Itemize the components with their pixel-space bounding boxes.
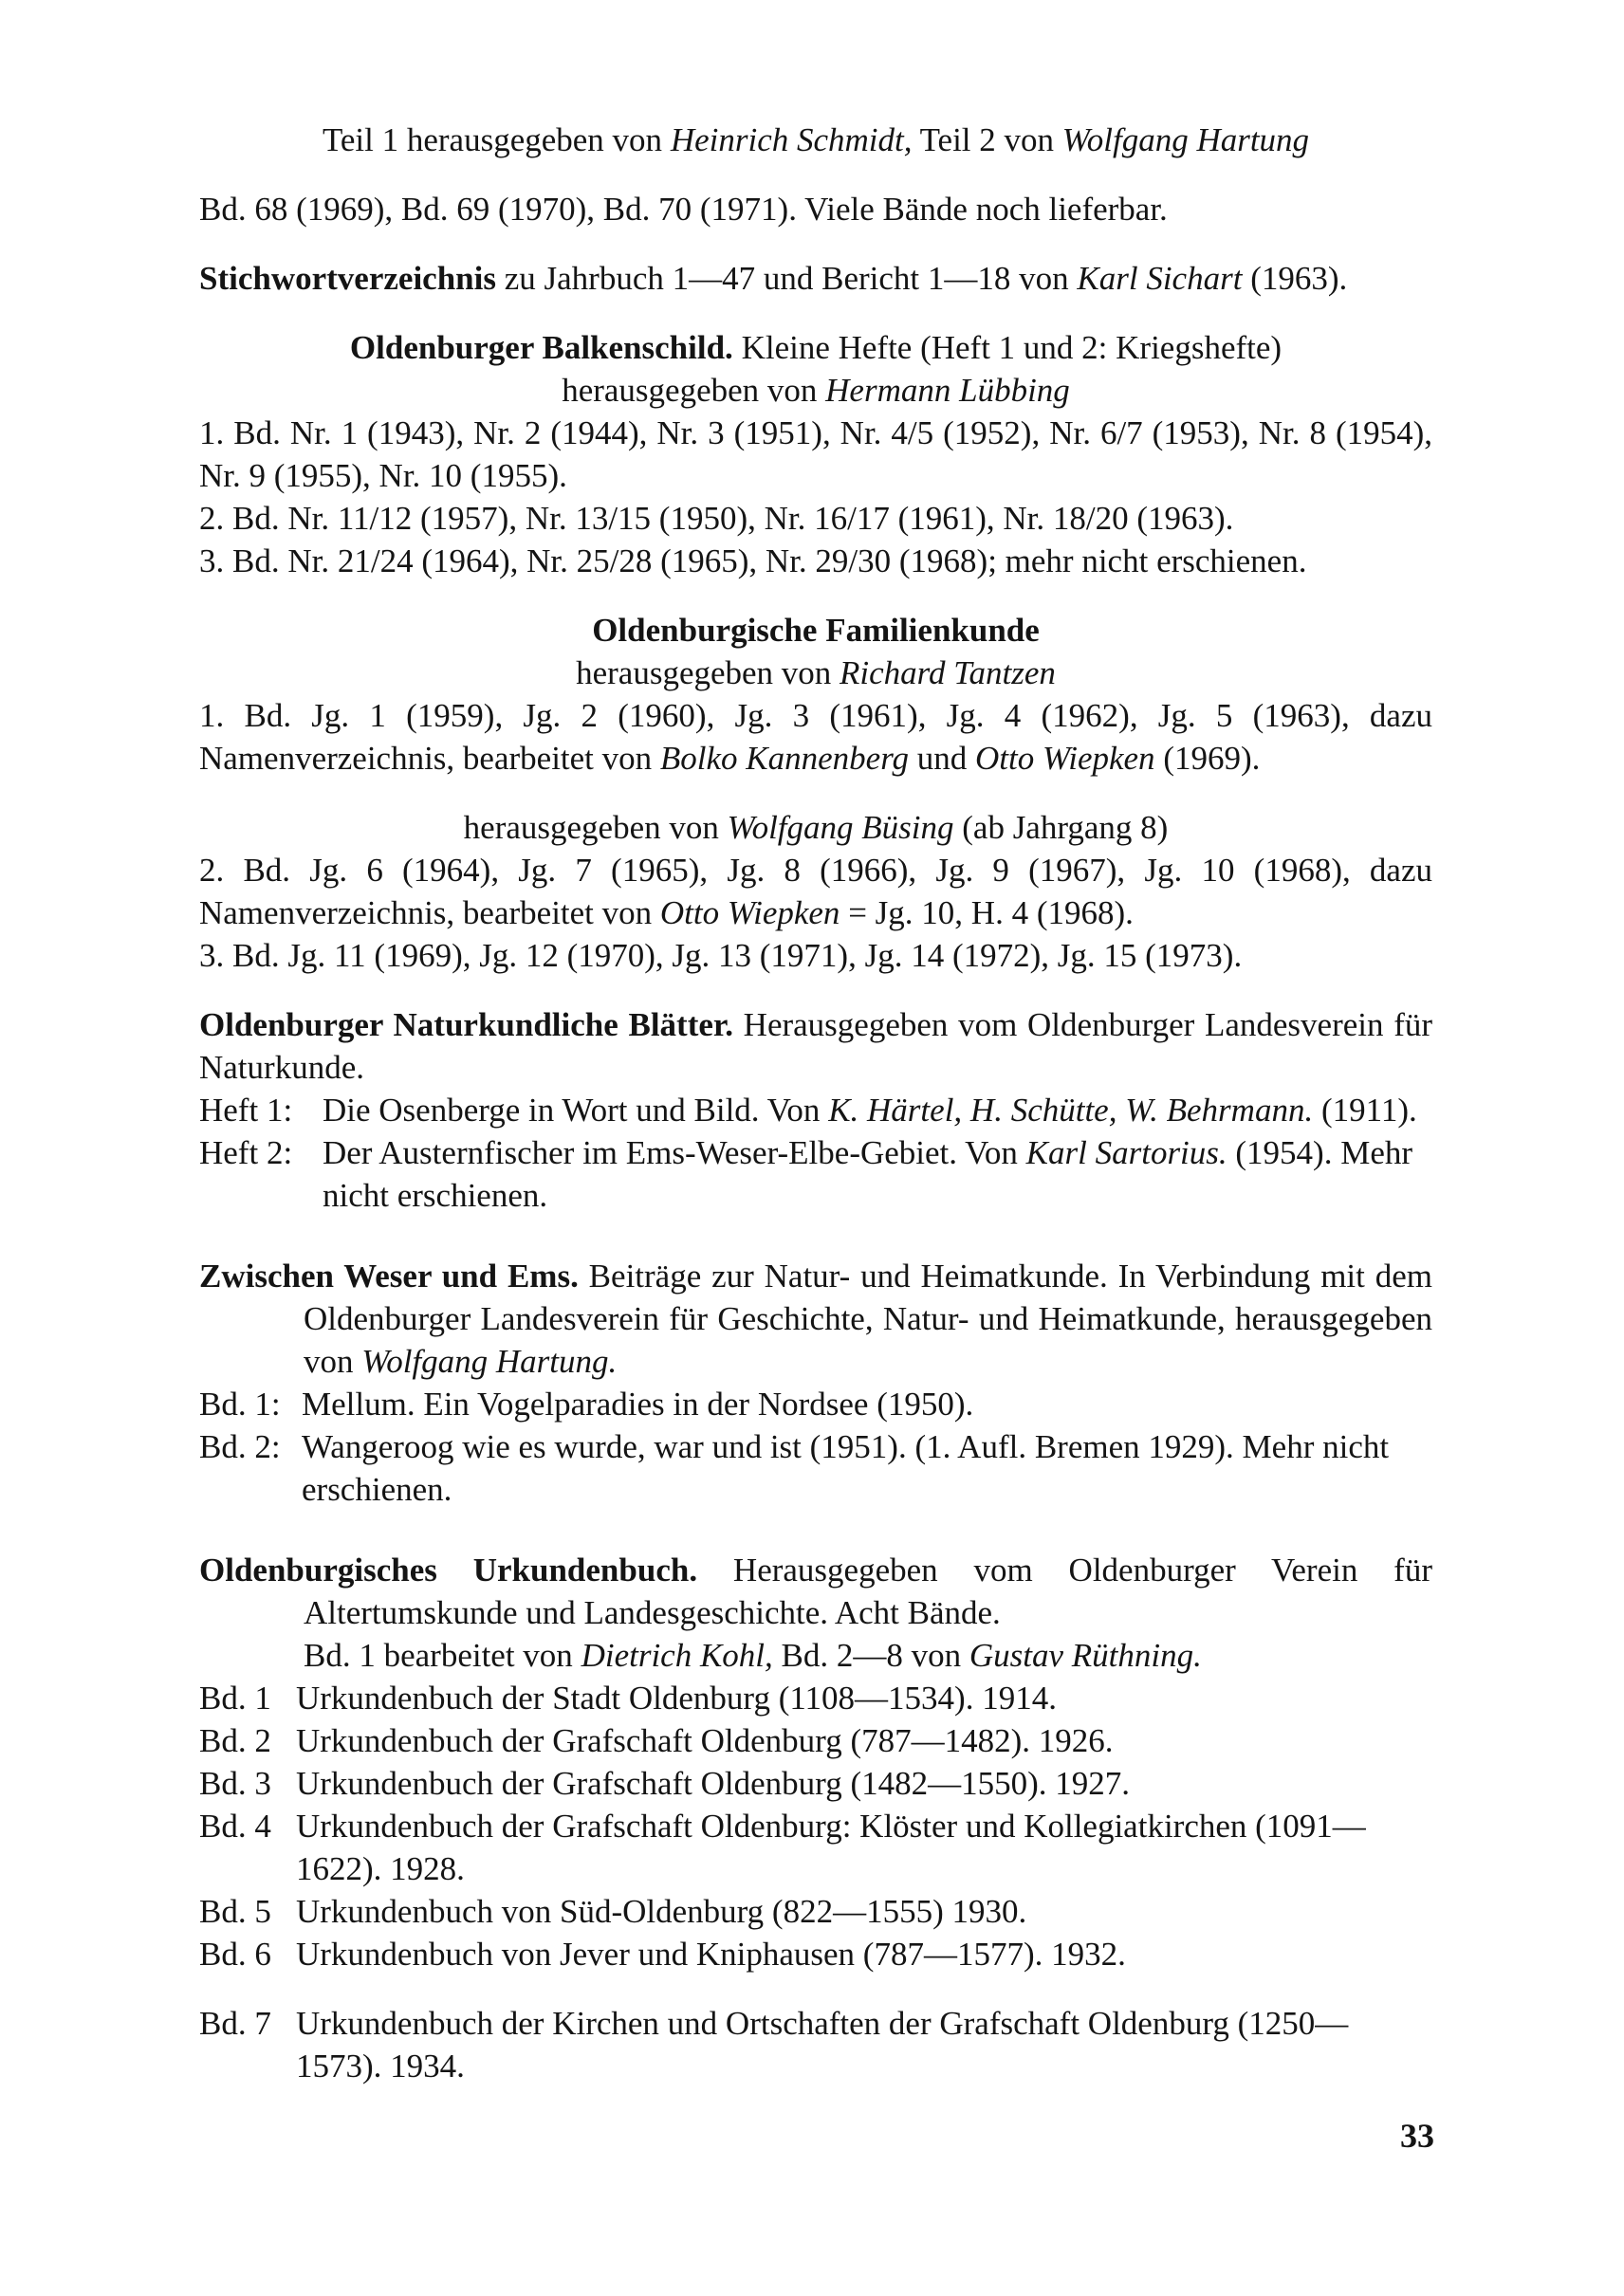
familienkunde-editor: herausgegeben von Richard Tantzen [576, 654, 1056, 691]
familienkunde-volume-2: 2. Bd. Jg. 6 (1964), Jg. 7 (1965), Jg. 8 (1966), Jg. 9 (1967), Jg. 10 (1968), dazu Namenverzeichnis, bearbeitet von Otto Wiepken = Jg. 10, H. 4 (1968). [199, 852, 1432, 931]
urkundenbuch-title: Oldenburgisches Urkundenbuch. Herausgegeben vom Oldenburger Verein für Altertumskunde und Landesgeschichte. Acht Bände. [199, 1552, 1432, 1631]
weser-ems-bd-1: Bd. 1: Mellum. Ein Vogelparadies in der Nordsee (1950). [199, 1386, 974, 1423]
urkundenbuch-volume: Bd. 5 Urkundenbuch von Süd-Oldenburg (822—1555) 1930. [199, 1893, 1027, 1930]
familienkunde-title: Oldenburgische Familienkunde [592, 612, 1040, 649]
urkundenbuch-volume: Bd. 2 Urkundenbuch der Grafschaft Oldenburg (787—1482). 1926. [199, 1722, 1114, 1759]
naturkundliche-title: Oldenburger Naturkundliche Blätter. Herausgegeben vom Oldenburger Landesverein für Naturkunde. [199, 1006, 1433, 1086]
urkundenbuch-volume: Bd. 3 Urkundenbuch der Grafschaft Oldenburg (1482—1550). 1927. [199, 1765, 1130, 1802]
stichwortverzeichnis-entry: Stichwortverzeichnis zu Jahrbuch 1—47 und Bericht 1—18 von Karl Sichart (1963). [199, 260, 1348, 297]
naturkundliche-heft-2: Heft 2: Der Austernfischer im Ems-Weser-Elbe-Gebiet. Von Karl Sartorius. (1954). Mehr nicht erschienen. [199, 1134, 1413, 1214]
familienkunde-volume-3: 3. Bd. Jg. 11 (1969), Jg. 12 (1970), Jg. 13 (1971), Jg. 14 (1972), Jg. 15 (1973). [199, 937, 1243, 974]
balkenschild-volume-3: 3. Bd. Nr. 21/24 (1964), Nr. 25/28 (1965), Nr. 29/30 (1968); mehr nicht erschienen. [199, 542, 1307, 579]
familienkunde-editor-2: herausgegeben von Wolfgang Büsing (ab Jahrgang 8) [463, 809, 1169, 846]
page-number: 33 [1400, 2117, 1434, 2155]
weser-ems-title: Zwischen Weser und Ems. Beiträge zur Natur- und Heimatkunde. In Verbindung mit dem Oldenburger Landesverein für Geschichte, Natur- und Heimatkunde, herausgegeben von Wolfgang Hartung. [199, 1258, 1432, 1380]
weser-ems-bd-2: Bd. 2: Wangeroog wie es wurde, war und ist (1951). (1. Aufl. Bremen 1929). Mehr nicht erschienen. [199, 1428, 1390, 1508]
page-content [199, 119, 1432, 2087]
urkundenbuch-volume: Bd. 7 Urkundenbuch der Kirchen und Ortschaften der Grafschaft Oldenburg (1250—1573). 1934. [199, 2005, 1349, 2085]
urkundenbuch-volume: Bd. 4 Urkundenbuch der Grafschaft Oldenburg: Klöster und Kollegiatkirchen (1091—1622). 1928. [199, 1808, 1366, 1887]
balkenschild-volume-2: 2. Bd. Nr. 11/12 (1957), Nr. 13/15 (1950), Nr. 16/17 (1961), Nr. 18/20 (1963). [199, 500, 1234, 537]
balkenschild-volume-1: 1. Bd. Nr. 1 (1943), Nr. 2 (1944), Nr. 3 (1951), Nr. 4/5 (1952), Nr. 6/7 (1953), Nr. 8 (1954), Nr. 9 (1955), Nr. 10 (1955). [199, 414, 1432, 494]
balkenschild-editor: herausgegeben von Hermann Lübbing [562, 372, 1070, 409]
naturkundliche-heft-1: Heft 1: Die Osenberge in Wort und Bild. Von K. Härtel, H. Schütte, W. Behrmann. (1911). [199, 1092, 1417, 1129]
jahrbuch-editors-line: Teil 1 herausgegeben von Heinrich Schmidt, Teil 2 von Wolfgang Hartung [322, 121, 1310, 158]
urkundenbuch-editors: Bd. 1 bearbeitet von Dietrich Kohl, Bd. 2—8 von Gustav Rüthning. [304, 1637, 1202, 1674]
familienkunde-volume-1: 1. Bd. Jg. 1 (1959), Jg. 2 (1960), Jg. 3 (1961), Jg. 4 (1962), Jg. 5 (1963), dazu Namenverzeichnis, bearbeitet von Bolko Kannenberg und Otto Wiepken (1969). [199, 697, 1432, 777]
balkenschild-title: Oldenburger Balkenschild. Kleine Hefte (Heft 1 und 2: Kriegshefte) [349, 329, 1283, 366]
urkundenbuch-volume: Bd. 6 Urkundenbuch von Jever und Kniphausen (787—1577). 1932. [199, 1936, 1126, 1973]
jahrbuch-volumes-line: Bd. 68 (1969), Bd. 69 (1970), Bd. 70 (1971). Viele Bände noch lieferbar. [199, 191, 1168, 228]
urkundenbuch-volume: Bd. 1 Urkundenbuch der Stadt Oldenburg (1108—1534). 1914. [199, 1680, 1057, 1717]
